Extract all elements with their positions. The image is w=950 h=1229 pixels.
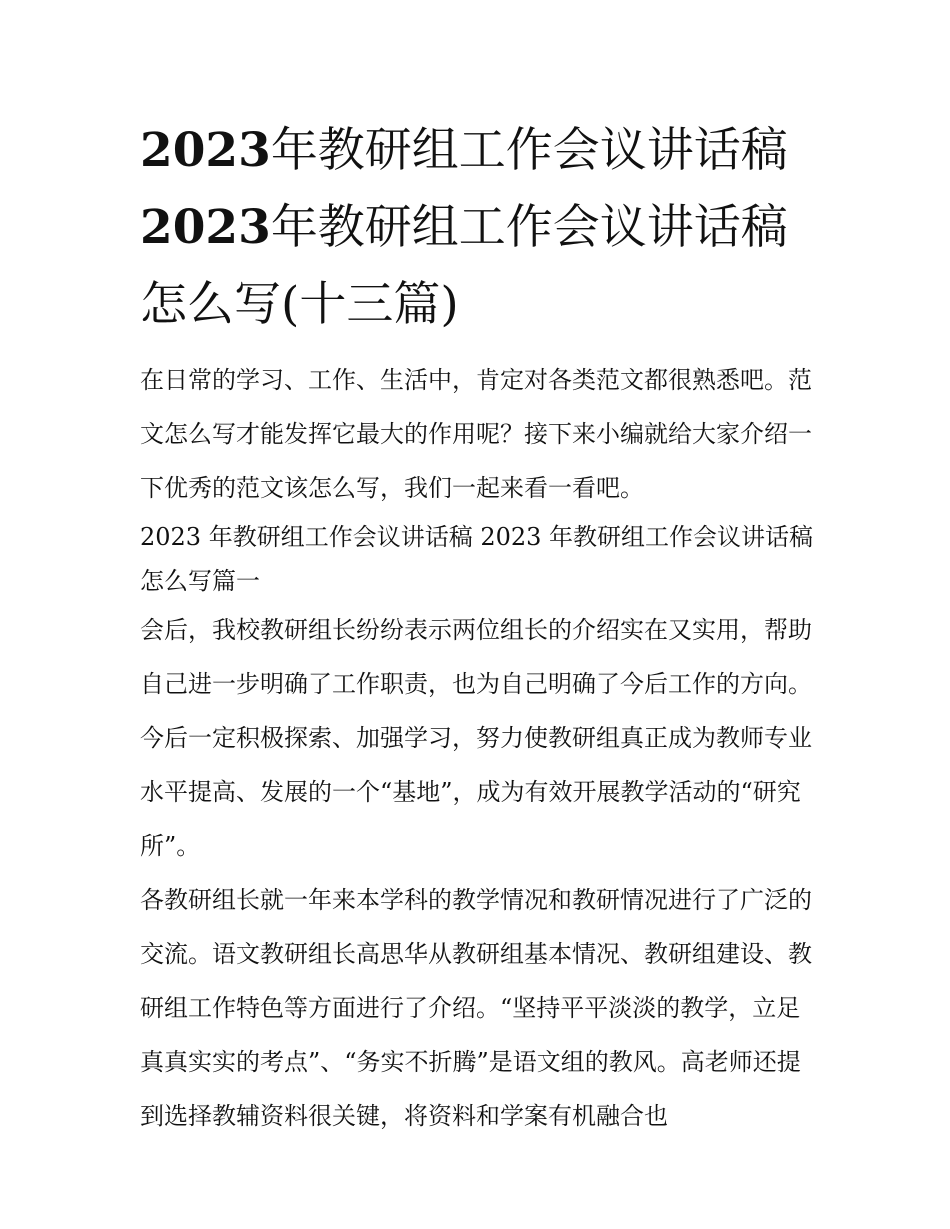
body-paragraph: 各教研组长就一年来本学科的教学情况和教研情况进行了广泛的交流。语文教研组长高思华从教研组基本情况、教研组建设、教研组工作特色等方面进行了介绍。“坚持平平淡淡的教学，立足真真实实的考点”、“务实不折腾”是语文组的教风。高老师还提到选择教辅资料很关键，将资料和学案有机融合也 xyxy=(140,886,812,1130)
title-line-2 xyxy=(140,189,820,266)
title-text: 怎么写(十三篇) xyxy=(140,277,459,332)
intro-paragraph: 在日常的学习、工作、生活中，肯定对各类范文都很熟悉吧。范文怎么写才能发挥它最大的作用呢？接下来小编就给大家介绍一下优秀的范文该怎么写，我们一起来看一看吧。 xyxy=(140,366,812,502)
document-page xyxy=(140,112,820,1143)
body-paragraph: 会后，我校教研组长纷纷表示两位组长的介绍实在又实用，帮助自己进一步明确了工作职责，也为自己明确了今后工作的方向。今后一定积极探索、加强学习，努力使教研组真正成为教师专业水平提高、发展的一个“基地”，成为有效开展教学活动的“研究所”。 xyxy=(140,616,812,860)
section-heading: 2023 年教研组工作会议讲话稿 2023 年教研组工作会议讲话稿怎么写篇一 xyxy=(140,523,814,595)
title-line-1 xyxy=(140,112,820,189)
title-text: 年教研组工作会议讲话稿 xyxy=(270,123,788,178)
document-title xyxy=(140,112,820,343)
title-year: 2023 xyxy=(140,200,271,255)
title-line-3 xyxy=(140,266,820,343)
title-year: 2023 xyxy=(140,123,271,178)
title-text: 年教研组工作会议讲话稿 xyxy=(270,200,788,255)
